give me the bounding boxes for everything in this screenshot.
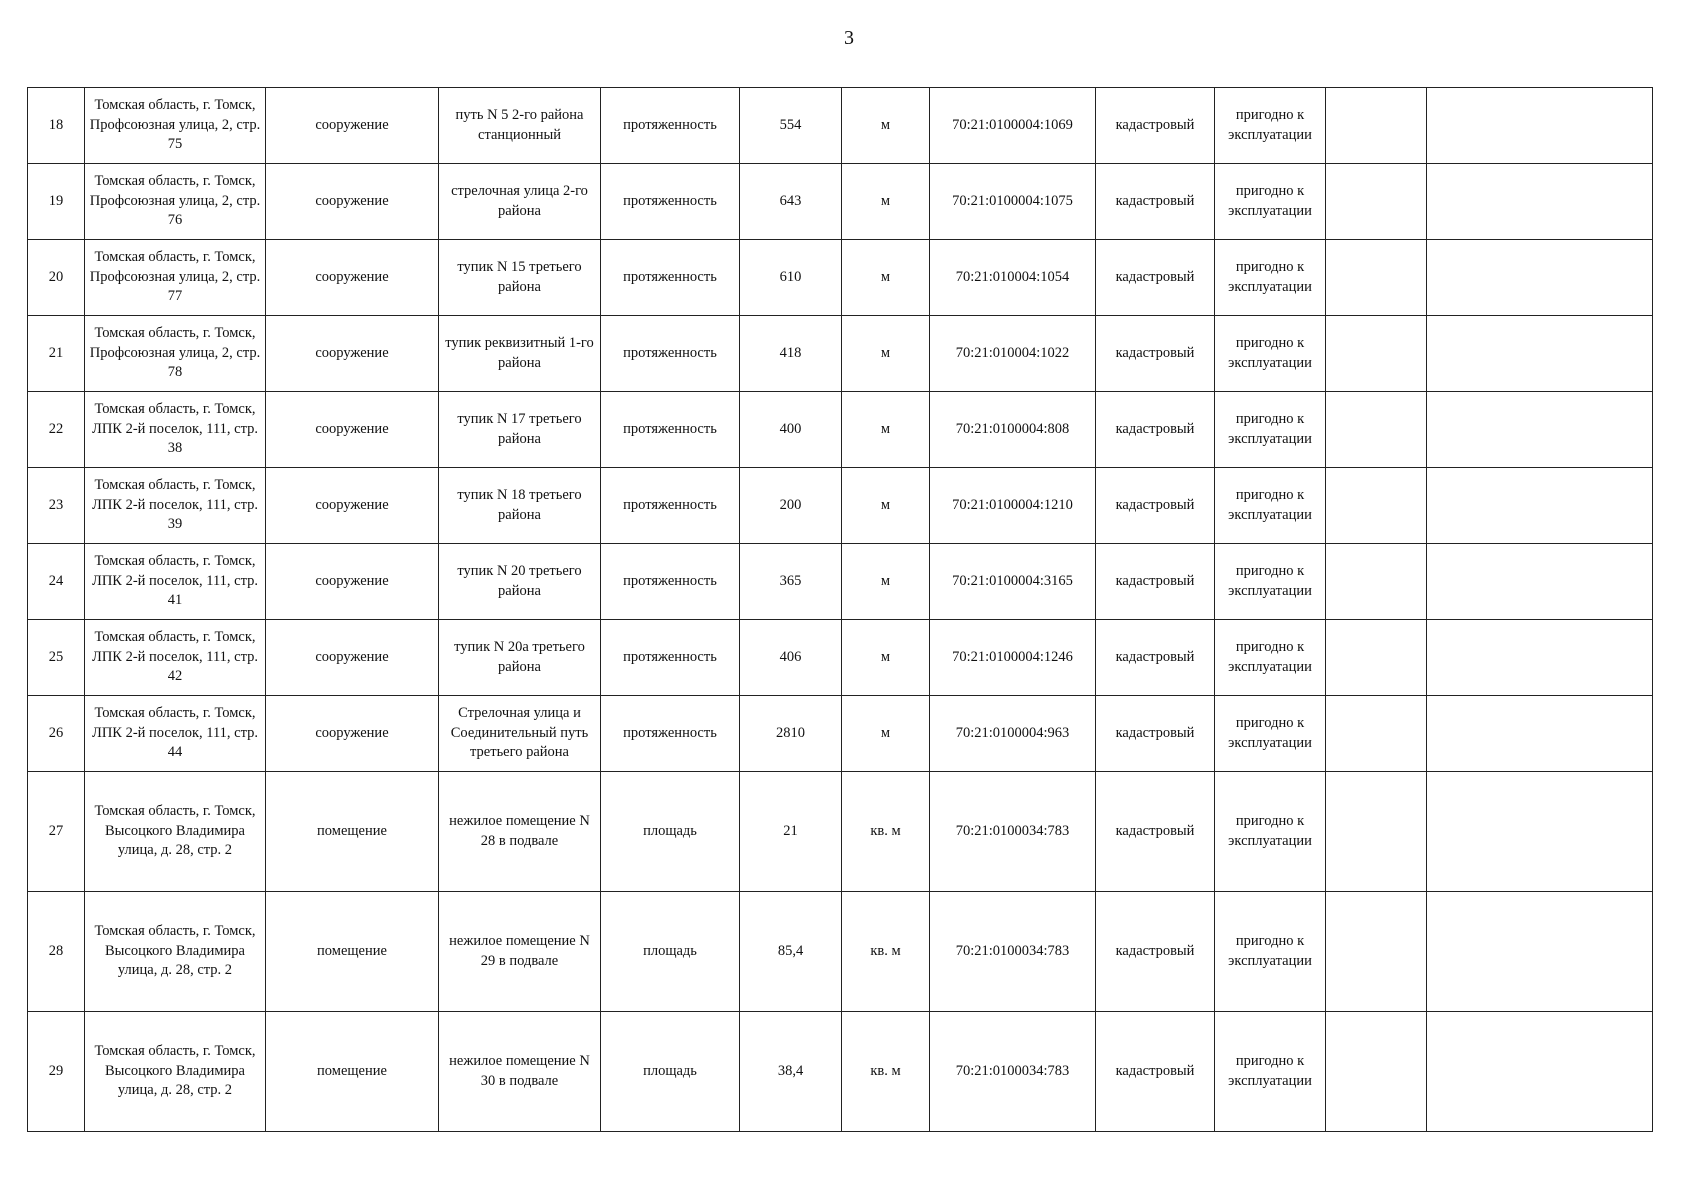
cell-value: 610 (740, 240, 842, 316)
cell-parameter: протяженность (601, 240, 740, 316)
cell-object-name: тупик N 20 третьего района (439, 544, 601, 620)
cell-object-type: помещение (266, 892, 439, 1012)
cell-row-number: 24 (28, 544, 85, 620)
cell-condition: пригодно к эксплуатации (1215, 88, 1326, 164)
cell-address: Томская область, г. Томск, Профсоюзная улица, 2, стр. 78 (85, 316, 266, 392)
cell-empty-12 (1427, 892, 1653, 1012)
cell-number-type: кадастровый (1096, 772, 1215, 892)
table-row (28, 696, 1653, 772)
cell-value: 400 (740, 392, 842, 468)
cell-value: 2810 (740, 696, 842, 772)
cell-parameter: протяженность (601, 544, 740, 620)
cell-row-number: 21 (28, 316, 85, 392)
cell-empty-12 (1427, 240, 1653, 316)
cell-unit: кв. м (842, 892, 930, 1012)
cell-empty-11 (1326, 544, 1427, 620)
cell-condition: пригодно к эксплуатации (1215, 468, 1326, 544)
cell-row-number: 29 (28, 1012, 85, 1132)
cell-address: Томская область, г. Томск, Высоцкого Владимира улица, д. 28, стр. 2 (85, 772, 266, 892)
cell-condition: пригодно к эксплуатации (1215, 392, 1326, 468)
cell-parameter: протяженность (601, 88, 740, 164)
cell-condition: пригодно к эксплуатации (1215, 544, 1326, 620)
cell-empty-11 (1326, 164, 1427, 240)
cell-value: 418 (740, 316, 842, 392)
cell-empty-11 (1326, 240, 1427, 316)
cell-empty-12 (1427, 772, 1653, 892)
cell-value: 85,4 (740, 892, 842, 1012)
table-row (28, 892, 1653, 1012)
cell-parameter: протяженность (601, 316, 740, 392)
cell-cadastral-number: 70:21:010004:1022 (930, 316, 1096, 392)
cell-value: 643 (740, 164, 842, 240)
cell-empty-11 (1326, 88, 1427, 164)
cell-condition: пригодно к эксплуатации (1215, 772, 1326, 892)
cell-number-type: кадастровый (1096, 544, 1215, 620)
cell-unit: м (842, 240, 930, 316)
cell-cadastral-number: 70:21:0100034:783 (930, 772, 1096, 892)
cell-object-name: тупик N 20а третьего района (439, 620, 601, 696)
cell-empty-12 (1427, 1012, 1653, 1132)
table-row (28, 544, 1653, 620)
cell-unit: м (842, 316, 930, 392)
cell-object-name: Стрелочная улица и Соединительный путь третьего района (439, 696, 601, 772)
cell-value: 21 (740, 772, 842, 892)
cell-empty-12 (1427, 316, 1653, 392)
cell-number-type: кадастровый (1096, 316, 1215, 392)
cell-object-type: помещение (266, 1012, 439, 1132)
cell-address: Томская область, г. Томск, ЛПК 2-й поселок, 111, стр. 41 (85, 544, 266, 620)
cell-object-name: тупик N 18 третьего района (439, 468, 601, 544)
cell-object-type: сооружение (266, 392, 439, 468)
cell-number-type: кадастровый (1096, 892, 1215, 1012)
cell-parameter: протяженность (601, 164, 740, 240)
cell-empty-12 (1427, 164, 1653, 240)
cell-row-number: 18 (28, 88, 85, 164)
cell-empty-12 (1427, 696, 1653, 772)
cell-empty-11 (1326, 316, 1427, 392)
cell-cadastral-number: 70:21:0100004:963 (930, 696, 1096, 772)
cell-unit: м (842, 544, 930, 620)
cell-row-number: 25 (28, 620, 85, 696)
cell-unit: кв. м (842, 1012, 930, 1132)
cell-condition: пригодно к эксплуатации (1215, 164, 1326, 240)
cell-row-number: 27 (28, 772, 85, 892)
cell-empty-12 (1427, 544, 1653, 620)
table-row (28, 392, 1653, 468)
cell-address: Томская область, г. Томск, ЛПК 2-й поселок, 111, стр. 42 (85, 620, 266, 696)
cell-parameter: протяженность (601, 696, 740, 772)
table-row (28, 468, 1653, 544)
cell-cadastral-number: 70:21:0100004:3165 (930, 544, 1096, 620)
cell-object-type: сооружение (266, 88, 439, 164)
cell-object-type: сооружение (266, 544, 439, 620)
cell-address: Томская область, г. Томск, ЛПК 2-й поселок, 111, стр. 38 (85, 392, 266, 468)
cell-address: Томская область, г. Томск, ЛПК 2-й поселок, 111, стр. 39 (85, 468, 266, 544)
cell-empty-12 (1427, 468, 1653, 544)
cell-number-type: кадастровый (1096, 1012, 1215, 1132)
cell-unit: м (842, 696, 930, 772)
cell-cadastral-number: 70:21:0100004:1075 (930, 164, 1096, 240)
cell-unit: м (842, 620, 930, 696)
cell-parameter: площадь (601, 1012, 740, 1132)
cell-object-name: тупик N 17 третьего района (439, 392, 601, 468)
cell-object-name: стрелочная улица 2-го района (439, 164, 601, 240)
cell-value: 38,4 (740, 1012, 842, 1132)
cell-row-number: 20 (28, 240, 85, 316)
cell-row-number: 19 (28, 164, 85, 240)
table-row (28, 88, 1653, 164)
cell-unit: кв. м (842, 772, 930, 892)
cell-object-type: сооружение (266, 620, 439, 696)
cell-row-number: 26 (28, 696, 85, 772)
cell-number-type: кадастровый (1096, 696, 1215, 772)
cell-empty-11 (1326, 392, 1427, 468)
table-body (28, 88, 1653, 1132)
cell-row-number: 23 (28, 468, 85, 544)
cell-unit: м (842, 392, 930, 468)
cell-number-type: кадастровый (1096, 88, 1215, 164)
cell-empty-12 (1427, 88, 1653, 164)
table-row (28, 772, 1653, 892)
cell-value: 554 (740, 88, 842, 164)
cell-unit: м (842, 164, 930, 240)
cell-value: 406 (740, 620, 842, 696)
cell-cadastral-number: 70:21:0100004:1246 (930, 620, 1096, 696)
cell-empty-12 (1427, 620, 1653, 696)
cell-address: Томская область, г. Томск, ЛПК 2-й поселок, 111, стр. 44 (85, 696, 266, 772)
cell-object-type: сооружение (266, 240, 439, 316)
cell-cadastral-number: 70:21:0100004:808 (930, 392, 1096, 468)
cell-cadastral-number: 70:21:0100004:1210 (930, 468, 1096, 544)
cell-address: Томская область, г. Томск, Профсоюзная улица, 2, стр. 77 (85, 240, 266, 316)
table-row (28, 1012, 1653, 1132)
cell-empty-11 (1326, 892, 1427, 1012)
cell-unit: м (842, 88, 930, 164)
cell-cadastral-number: 70:21:010004:1054 (930, 240, 1096, 316)
cell-row-number: 28 (28, 892, 85, 1012)
cell-number-type: кадастровый (1096, 164, 1215, 240)
cell-empty-11 (1326, 772, 1427, 892)
cell-address: Томская область, г. Томск, Высоцкого Владимира улица, д. 28, стр. 2 (85, 1012, 266, 1132)
cell-empty-11 (1326, 468, 1427, 544)
cell-object-name: тупик N 15 третьего района (439, 240, 601, 316)
cell-number-type: кадастровый (1096, 392, 1215, 468)
cell-parameter: площадь (601, 892, 740, 1012)
table-row (28, 316, 1653, 392)
cell-condition: пригодно к эксплуатации (1215, 316, 1326, 392)
cell-value: 365 (740, 544, 842, 620)
cell-cadastral-number: 70:21:0100034:783 (930, 892, 1096, 1012)
cell-object-name: путь N 5 2-го района станционный (439, 88, 601, 164)
cell-number-type: кадастровый (1096, 620, 1215, 696)
cell-condition: пригодно к эксплуатации (1215, 696, 1326, 772)
table-row (28, 240, 1653, 316)
cell-object-type: сооружение (266, 316, 439, 392)
property-registry-table (27, 87, 1653, 1132)
cell-address: Томская область, г. Томск, Профсоюзная улица, 2, стр. 75 (85, 88, 266, 164)
table-row (28, 164, 1653, 240)
cell-object-type: сооружение (266, 696, 439, 772)
cell-object-name: нежилое помещение N 28 в подвале (439, 772, 601, 892)
cell-object-name: нежилое помещение N 29 в подвале (439, 892, 601, 1012)
cell-condition: пригодно к эксплуатации (1215, 1012, 1326, 1132)
cell-condition: пригодно к эксплуатации (1215, 620, 1326, 696)
cell-parameter: протяженность (601, 620, 740, 696)
cell-object-name: тупик реквизитный 1-го района (439, 316, 601, 392)
cell-condition: пригодно к эксплуатации (1215, 240, 1326, 316)
cell-parameter: протяженность (601, 392, 740, 468)
cell-empty-11 (1326, 1012, 1427, 1132)
cell-cadastral-number: 70:21:0100034:783 (930, 1012, 1096, 1132)
cell-parameter: протяженность (601, 468, 740, 544)
cell-object-type: помещение (266, 772, 439, 892)
cell-value: 200 (740, 468, 842, 544)
cell-parameter: площадь (601, 772, 740, 892)
cell-unit: м (842, 468, 930, 544)
cell-object-name: нежилое помещение N 30 в подвале (439, 1012, 601, 1132)
page-number: 3 (844, 27, 854, 49)
cell-empty-11 (1326, 620, 1427, 696)
cell-empty-11 (1326, 696, 1427, 772)
cell-cadastral-number: 70:21:0100004:1069 (930, 88, 1096, 164)
cell-row-number: 22 (28, 392, 85, 468)
cell-empty-12 (1427, 392, 1653, 468)
table-row (28, 620, 1653, 696)
cell-condition: пригодно к эксплуатации (1215, 892, 1326, 1012)
cell-number-type: кадастровый (1096, 240, 1215, 316)
cell-object-type: сооружение (266, 468, 439, 544)
cell-address: Томская область, г. Томск, Профсоюзная улица, 2, стр. 76 (85, 164, 266, 240)
cell-number-type: кадастровый (1096, 468, 1215, 544)
cell-address: Томская область, г. Томск, Высоцкого Владимира улица, д. 28, стр. 2 (85, 892, 266, 1012)
cell-object-type: сооружение (266, 164, 439, 240)
